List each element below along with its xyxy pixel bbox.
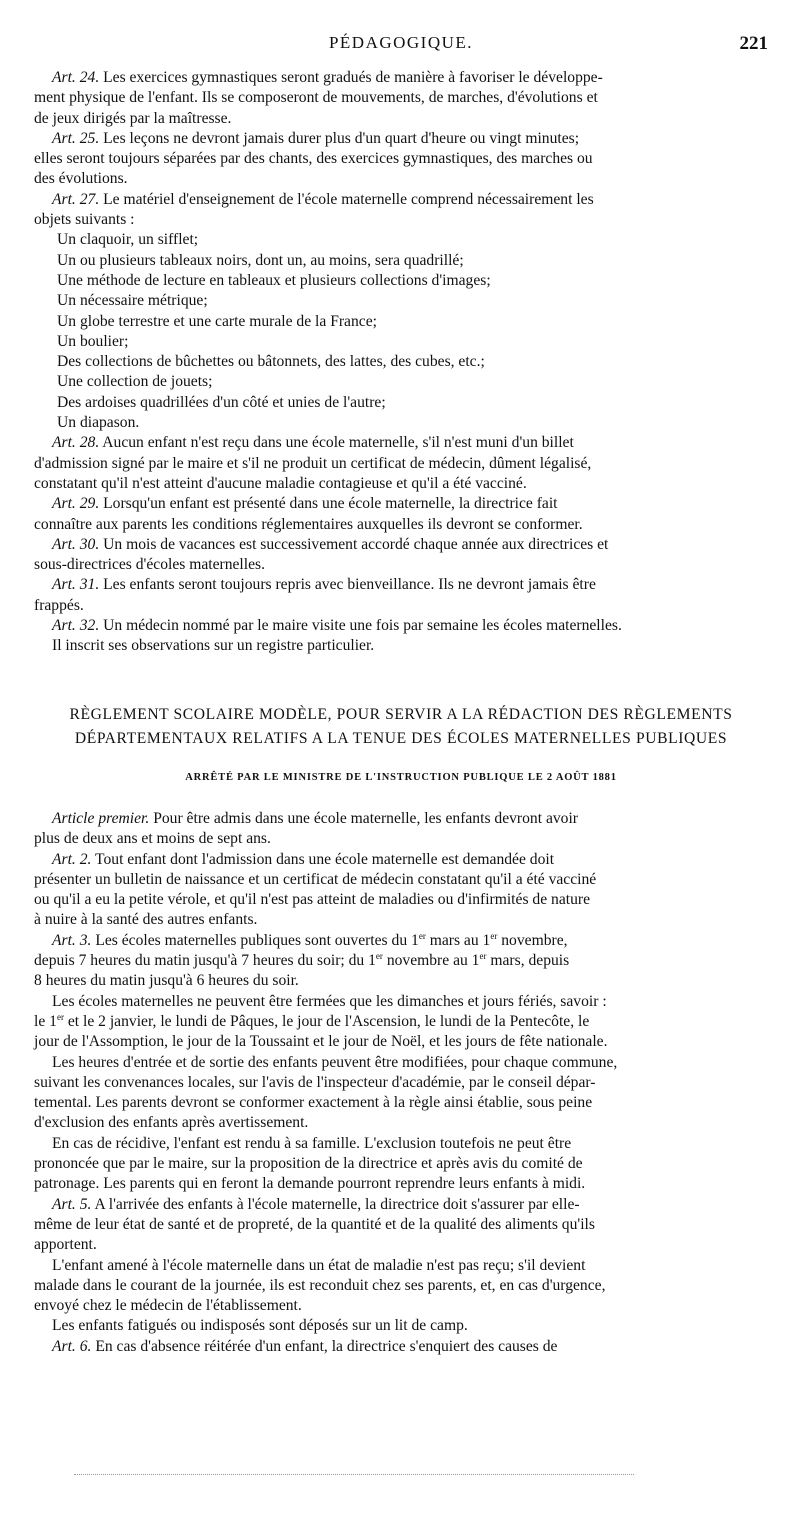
article-6: Art. 6. En cas d'absence réitérée d'un enfant, la directrice s'enquiert des causes de (52, 1337, 558, 1355)
article-1: Article premier. Pour être admis dans une école maternelle, les enfants devront avoir plus de deux ans et moins de sept ans. (34, 810, 578, 848)
article-label: Art. 6. (52, 1337, 92, 1355)
paragraph: Il inscrit ses observations sur un registre particulier. (52, 637, 375, 655)
list-item: Un claquoir, un sifflet; (57, 231, 199, 249)
section-model-regulation (34, 703, 768, 1357)
article-label: Art. 30. (52, 535, 100, 553)
list-item: Un globe terrestre et une carte murale de la France; (57, 312, 377, 330)
running-head: PÉDAGOGIQUE. (328, 33, 474, 52)
list-item: Des collections de bûchettes ou bâtonnets, des lattes, des cubes, etc.; (57, 353, 485, 371)
article-label: Art. 32. (52, 617, 100, 635)
paragraph-sick-child: L'enfant amené à l'école maternelle dans un état de maladie n'est pas reçu; s'il devient malade dans le courant de la journée, ils est reconduit chez ses parents, et, en cas d'urgence, envoyé chez le médecin de l'établissement. (34, 1256, 606, 1315)
section-maternal-school-articles (34, 68, 768, 657)
section-title-line: RÈGLEMENT SCOLAIRE MODÈLE, POUR SERVIR A LA RÉDACTION DES RÈGLEMENTS (69, 706, 733, 723)
page-number: 221 (739, 33, 768, 54)
article-label: Art. 29. (52, 495, 100, 513)
article-label: Art. 3. (52, 931, 92, 949)
article-29: Art. 29. Lorsqu'un enfant est présenté dans une école maternelle, la directrice fait connaître aux parents les conditions réglementaires auxquelles ils devront se conformer. (34, 495, 583, 533)
list-item: Un ou plusieurs tableaux noirs, dont un, au moins, sera quadrillé; (57, 251, 464, 269)
article-label: Art. 5. (52, 1195, 92, 1213)
list-item: Un nécessaire métrique; (57, 292, 208, 310)
article-label: Art. 25. (52, 129, 100, 147)
article-label: Art. 28. (52, 434, 100, 452)
article-32: Art. 32. Un médecin nommé par le maire visite une fois par semaine les écoles maternelles. (52, 617, 622, 635)
print-artifact-dotted-line (74, 1474, 634, 1477)
section-title-line: DÉPARTEMENTAUX RELATIFS A LA TENUE DES ÉCOLES MATERNELLES PUBLIQUES (74, 730, 728, 747)
article-label: Art. 31. (52, 576, 100, 594)
paragraph-recidive: En cas de récidive, l'enfant est rendu à sa famille. L'exclusion toutefois ne peut être prononcée que par le maire, sur la proposition de la directrice et après avis du comité de patronage. Les parents qui en feront la demande pourront reprendre leurs enfants à midi. (34, 1134, 586, 1193)
article-24: Art. 24. Les exercices gymnastiques seront gradués de manière à favoriser le développe- ment physique de l'enfant. Ils se composeront de mouvements, de marches, d'évolutions et de jeux dirigés par la maîtresse. (34, 69, 603, 127)
article-2: Art. 2. Tout enfant dont l'admission dans une école maternelle est demandée doit présenter un bulletin de naissance et un certificat de médecin constatant qu'il a été vacciné ou qu'il a eu la petite vérole, et qu'il n'est pas atteint de maladies ou d'infirmités de nature à nuire à la santé des autres enfants. (34, 850, 597, 929)
article-5: Art. 5. A l'arrivée des enfants à l'école maternelle, la directrice doit s'assurer par elle- même de leur état de santé et de propreté, de la quantité et de la qualité des aliments qu'ils apportent. (34, 1195, 595, 1254)
list-item: Des ardoises quadrillées d'un côté et unies de l'autre; (57, 393, 386, 411)
article-28: Art. 28. Aucun enfant n'est reçu dans une école maternelle, s'il n'est muni d'un billet d'admission signé par le maire et s'il ne produit un certificat de médecin, dûment légalisé, constatant qu'il n'est atteint d'aucune maladie contagieuse et qu'il a été vacciné. (34, 434, 592, 492)
paragraph-closing-days: Les écoles maternelles ne peuvent être fermées que les dimanches et jours fériés, savoir : le 1er et le 2 janvier, le lundi de Pâques, le jour de l'Ascension, le lundi de la Pentecôte, le jour de l'Assomption, le jour de la Toussaint et le jour de Noël, et les jours de fête nationale. (34, 992, 608, 1051)
article-label: Art. 27. (52, 190, 100, 208)
article-25: Art. 25. Les leçons ne devront jamais durer plus d'un quart d'heure ou vingt minutes; elles seront toujours séparées par des chants, des exercices gymnastiques, des marches ou des évolutions. (34, 129, 593, 188)
article-3: Art. 3. Les écoles maternelles publiques sont ouvertes du 1er mars au 1er novembre, depuis 7 heures du matin jusqu'à 7 heures du soir; du 1er novembre au 1er mars, depuis 8 heures du matin jusqu'à 6 heures du soir. (34, 930, 570, 990)
decree-subtitle: ARRÊTÉ PAR LE MINISTRE DE L'INSTRUCTION PUBLIQUE LE 2 AOÛT 1881 (185, 772, 617, 783)
paragraph-tired-children: Les enfants fatigués ou indisposés sont déposés sur un lit de camp. (52, 1317, 468, 1335)
list-item: Une méthode de lecture en tableaux et plusieurs collections d'images; (57, 271, 491, 289)
article-30: Art. 30. Un mois de vacances est successivement accordé chaque année aux directrices et sous-directrices d'écoles maternelles. (34, 535, 609, 574)
article-label: Article premier. (52, 810, 150, 827)
article-31: Art. 31. Les enfants seront toujours repris avec bienveillance. Ils ne devront jamais être frappés. (34, 576, 596, 614)
article-label: Art. 24. (52, 69, 100, 86)
paragraph-hours: Les heures d'entrée et de sortie des enfants peuvent être modifiées, pour chaque commune, suivant les convenances locales, sur l'avis de l'inspecteur d'académie, par le conseil dépar- temental. Les parents devront se conformer exactement à la règle ainsi établie, sous peine d'exclusion des enfants après avertissement. (34, 1053, 618, 1132)
article-27: Art. 27. Le matériel d'enseignement de l'école maternelle comprend nécessairement les objets suivants : (34, 190, 594, 229)
page-header (34, 33, 768, 55)
list-item: Un boulier; (57, 332, 129, 350)
list-item: Une collection de jouets; (57, 373, 213, 391)
list-item: Un diapason. (57, 414, 140, 432)
article-label: Art. 2. (52, 850, 92, 868)
